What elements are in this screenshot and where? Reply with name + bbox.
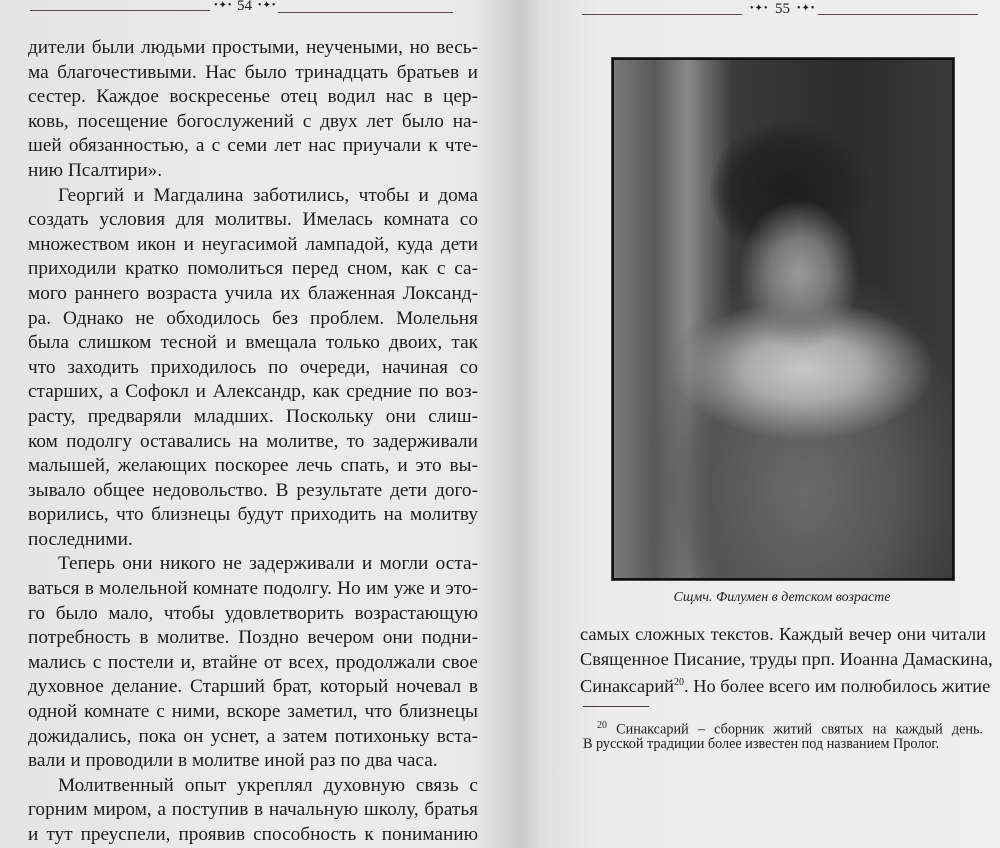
- text-line: одной комнате с ними, вскоре заметил, что близнецы: [28, 701, 478, 723]
- page-number: 55: [775, 1, 790, 17]
- text-line: что заходить приходилось по очереди, начиная со: [28, 356, 478, 378]
- text-line: расту, предваряли младших. Поскольку они слиш-: [28, 405, 478, 427]
- footnote-line: $^{20}$ Синаксарий – сборник житий святых на каждый день.: [597, 720, 984, 738]
- text-line: самых сложных текстов. Каждый вечер они читали: [580, 624, 986, 644]
- left-page-body: [28, 36, 478, 848]
- text-line: нию Псалтири».: [28, 159, 163, 181]
- text-line: старших, а Софокл и Александр, как средние по воз-: [28, 381, 478, 403]
- photo-caption: Сщмч. Филумен в детском возрасте: [673, 590, 891, 605]
- text-line: ком подолгу оставались на молитве, то задерживали: [28, 430, 478, 452]
- portrait-photo: [612, 58, 954, 580]
- footnote-rule: [583, 706, 649, 707]
- text-line: Священное Писание, труды прп. Иоанна Дамаскина,: [580, 648, 993, 669]
- header-ornament: •✦•: [214, 0, 233, 11]
- text-line: дожидались, пока он уснет, а затем потихоньку вста-: [28, 725, 478, 747]
- text-line: Молитвенный опыт укреплял духовную связь с: [58, 774, 478, 796]
- text-line: духовное делание. Старший брат, который ночевал в: [28, 676, 478, 698]
- footnote-ref[interactable]: 20: [674, 677, 685, 689]
- text-line: зывало общее недовольство. В результате дети дого-: [28, 479, 478, 501]
- text-line: ворились, что близнецы будут приходить на молитву: [28, 504, 478, 526]
- text-line: ковь, посещение богослужений с двух лет было на-: [28, 110, 478, 132]
- text-line: последними.: [28, 528, 133, 550]
- text-line: дители были людьми простыми, неучеными, но весь-: [28, 37, 478, 58]
- header-ornament: •✦•: [750, 3, 769, 14]
- text-line: множеством икон и неугасимой лампадой, куда дети: [28, 233, 478, 255]
- header-ornament: •✦•: [258, 0, 277, 11]
- text-line: Теперь они никого не задерживали и могли оста-: [58, 553, 478, 575]
- header-rule: [278, 12, 453, 13]
- text-line: Синаксарий$^{20}$. Но более всего им полюбилось житие: [580, 676, 991, 697]
- header-ornament: •✦•: [797, 3, 816, 14]
- header-rule: [582, 14, 742, 15]
- text-line: вали и проводили в молитве иной раз по два часа.: [28, 750, 438, 772]
- text-line: потребность в молитве. Поздно вечером они подни-: [28, 627, 478, 649]
- header-rule: [30, 10, 210, 11]
- text-line: создать условия для молитвы. Имелась комната со: [28, 209, 478, 231]
- text-line: сестер. Каждое воскресенье отец водил нас в цер-: [28, 86, 478, 108]
- text-line: шей обязанностью, а с семи лет нас приучали к чте-: [28, 135, 478, 157]
- text-line: приходили кратко помолиться перед сном, как с са-: [28, 258, 478, 280]
- text-line: го было мало, чтобы удовлетворить возрастающую: [28, 602, 478, 624]
- page-number: 54: [237, 0, 252, 14]
- text-line: горним миром, а поступив в начальную школу, братья: [28, 799, 478, 821]
- text-line: мались с постели и, втайне от всех, продолжали свое: [28, 651, 478, 673]
- text-line: Георгий и Магдалина заботились, чтобы и дома: [58, 184, 478, 206]
- header-rule: [818, 14, 978, 15]
- footnote: [583, 717, 983, 753]
- text-line: ра. Однако не обходилось без проблем. Молельня: [28, 307, 478, 329]
- text-line: мого раннего возраста учила их блаженная Локсанд-: [28, 282, 478, 304]
- text-line: ма благочестивыми. Нас было тринадцать братьев и: [28, 61, 478, 83]
- text-line: и тут преуспели, проявив способность к пониманию: [28, 824, 478, 845]
- text-line: была слишком тесной и вмещала только двоих, так: [28, 332, 478, 354]
- footnote-line: В русской традиции более известен под названием Пролог.: [583, 736, 940, 752]
- text-line: ваться в молельной комнате подолгу. Но им уже и это-: [28, 578, 478, 600]
- right-page-body: [580, 622, 993, 697]
- text-line: малышей, желающих поскорее лечь спать, и это вы-: [28, 455, 478, 477]
